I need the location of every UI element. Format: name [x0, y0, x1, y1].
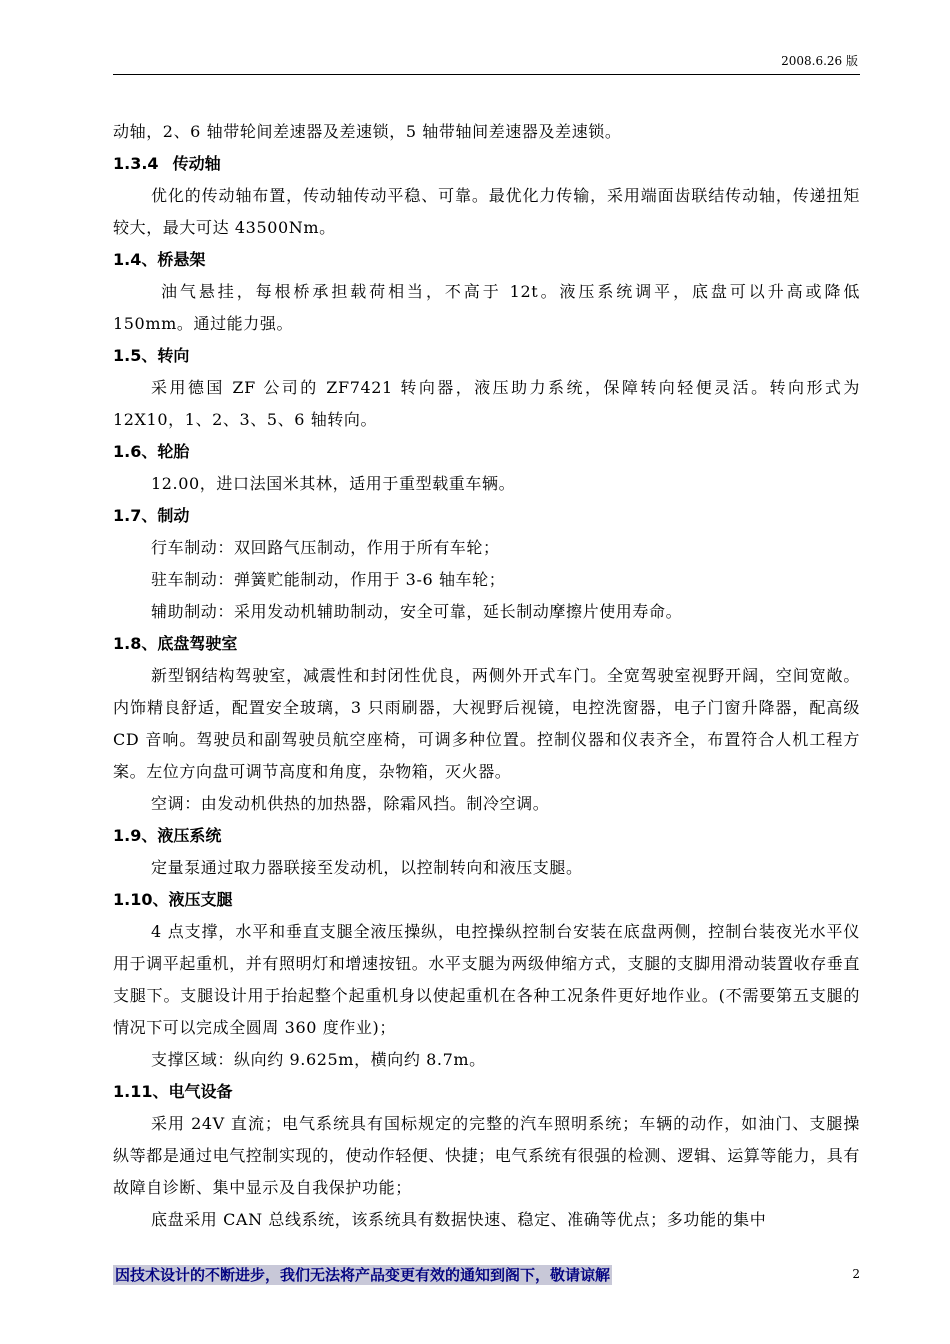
paragraph-parking-brake: 驻车制动：弹簧贮能制动，作用于 3-6 轴车轮；	[151, 570, 506, 589]
header-divider	[113, 74, 860, 75]
section-heading-1-6: 1.6、轮胎	[113, 442, 190, 461]
paragraph-auxiliary-brake: 辅助制动：采用发动机辅助制动，安全可靠，延长制动摩擦片使用寿命。	[151, 602, 683, 621]
paragraph-drive-shaft: 优化的传动轴布置，传动轴传动平稳、可靠。最优化力传输，采用端面齿联结传动轴，传递扭矩较大，最大可达 43500Nm。	[113, 186, 860, 237]
section-heading-1-11: 1.11、电气设备	[113, 1082, 233, 1101]
footer-disclaimer: 因技术设计的不断进步，我们无法将产品变更有效的通知到阁下，敬请谅解	[115, 1266, 611, 1284]
paragraph-outriggers: 4 点支撑，水平和垂直支腿全液压操纵，电控操纵控制台安装在底盘两侧，控制台装夜光水平仪用于调平起重机，并有照明灯和增速按钮。水平支腿为两级伸缩方式，支腿的支脚用滑动装置收存垂直支腿下。支腿设计用于抬起整个起重机身以使起重机在各种工况条件更好地作业。(不需要第五支腿的情况下可以完成全圆周 360 度作业)；	[113, 922, 861, 1037]
paragraph-can-bus: 底盘采用 CAN 总线系统，该系统具有数据快速、稳定、准确等优点；多功能的集中	[151, 1210, 767, 1229]
paragraph-cab: 新型钢结构驾驶室，减震性和封闭性优良，两侧外开式车门。全宽驾驶室视野开阔，空间宽敞。内饰精良舒适，配置安全玻璃，3 只雨刷器，大视野后视镜，电控洗窗器，电子门窗升降器，配高级 CD 音响。驾驶员和副驾驶员航空座椅，可调多种位置。控制仪器和仪表齐全，布置符合人机工程方案。左位方向盘可调节高度和角度，杂物箱，灭火器。	[113, 666, 860, 781]
paragraph-steering: 采用德国 ZF 公司的 ZF7421 转向器，液压助力系统，保障转向轻便灵活。转向形式为 12X10，1、2、3、5、6 轴转向。	[113, 378, 860, 429]
section-heading-1-8: 1.8、底盘驾驶室	[113, 634, 238, 653]
document-body	[113, 116, 860, 1236]
paragraph-service-brake: 行车制动：双回路气压制动，作用于所有车轮；	[151, 538, 500, 557]
section-heading-1-7: 1.7、制动	[113, 506, 190, 525]
section-heading-1-10: 1.10、液压支腿	[113, 890, 233, 909]
paragraph-support-area: 支撑区域：纵向约 9.625m，横向约 8.7m。	[151, 1050, 486, 1069]
paragraph-air-conditioning: 空调：由发动机供热的加热器，除霜风挡。制冷空调。	[151, 794, 550, 813]
paragraph-suspension: 油气悬挂，每根桥承担载荷相当，不高于 12t。液压系统调平，底盘可以升高或降低 150mm。通过能力强。	[113, 282, 860, 333]
document-version: 2008.6.26 版	[781, 54, 858, 68]
page-number: 2	[852, 1267, 860, 1281]
section-title: 传动轴	[172, 154, 221, 173]
section-heading-1-3-4	[113, 148, 860, 180]
section-number: 1.3.4	[113, 154, 159, 173]
paragraph-hydraulic-system: 定量泵通过取力器联接至发动机，以控制转向和液压支腿。	[151, 858, 583, 877]
section-heading-1-4: 1.4、桥悬架	[113, 250, 206, 269]
section-heading-1-5: 1.5、转向	[113, 346, 190, 365]
section-heading-1-9: 1.9、液压系统	[113, 826, 222, 845]
paragraph-tires: 12.00，进口法国米其林，适用于重型载重车辆。	[151, 474, 516, 493]
paragraph-drive-axle-cont: 动轴，2、6 轴带轮间差速器及差速锁，5 轴带轴间差速器及差速锁。	[113, 122, 622, 141]
paragraph-electrical: 采用 24V 直流；电气系统具有国标规定的完整的汽车照明系统；车辆的动作，如油门、支腿操纵等都是通过电气控制实现的，使动作轻便、快捷；电气系统有很强的检测、逻辑、运算等能力，具有故障自诊断、集中显示及自我保护功能；	[113, 1114, 861, 1197]
